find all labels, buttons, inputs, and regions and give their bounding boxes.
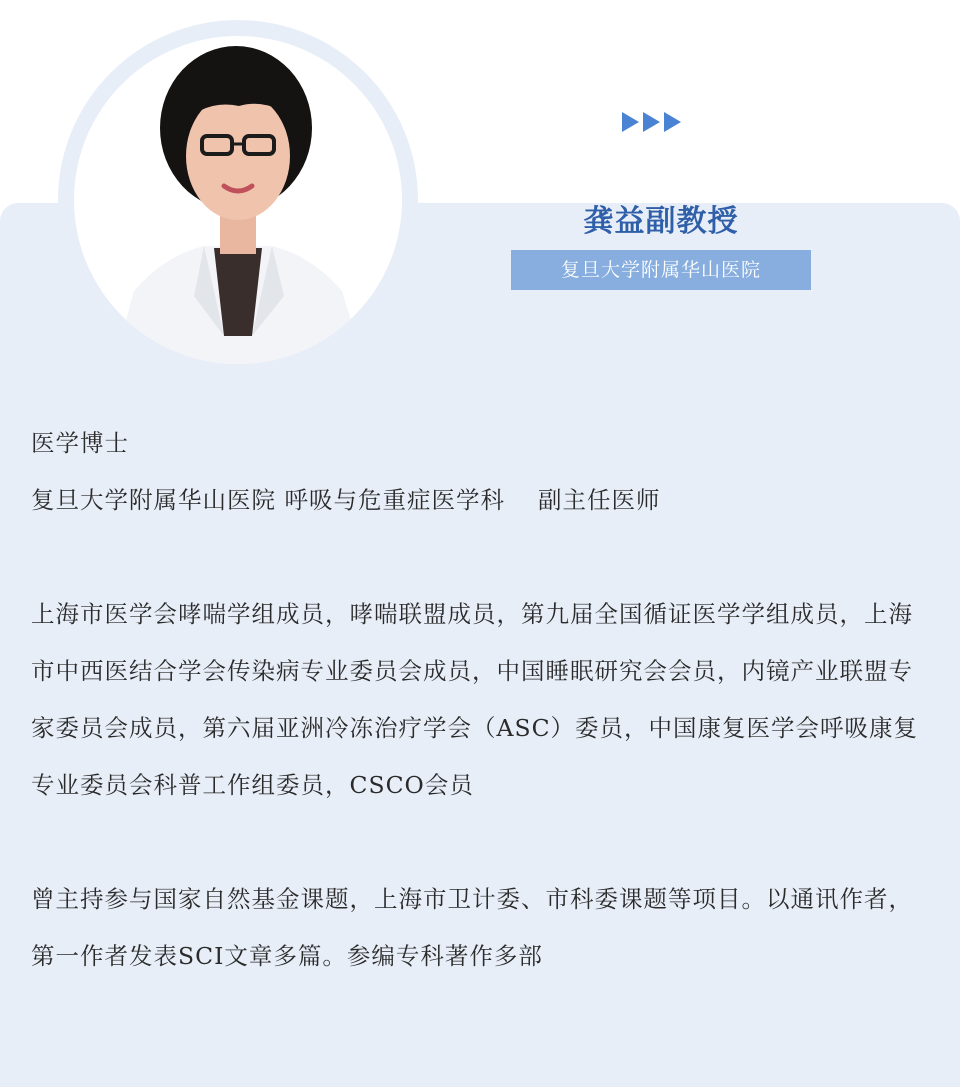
hospital-badge: 复旦大学附属华山医院 <box>511 250 811 290</box>
degree-text: 医学博士 <box>31 429 129 457</box>
avatar <box>74 36 402 364</box>
research-text: 曾主持参与国家自然基金课题，上海市卫计委、市科委课题等项目。以通讯作者，第一作者发表SCI文章多篇。参编专科著作多部 <box>31 885 913 970</box>
play-arrow-icon <box>622 112 639 132</box>
bio-content <box>31 415 936 985</box>
play-arrow-icon <box>664 112 681 132</box>
play-arrow-icon <box>643 112 660 132</box>
doctor-name: 龚益副教授 <box>583 204 739 239</box>
memberships-text: 上海市医学会哮喘学组成员，哮喘联盟成员，第九届全国循证医学学组成员，上海市中西医结合学会传染病专业委员会成员，中国睡眠研究会会员，内镜产业联盟专家委员会成员，第六届亚洲冷冻治疗学会（ASC）委员，中国康复医学会呼吸康复专业委员会科普工作组委员，CSCO会员 <box>31 600 919 799</box>
doctor-portrait <box>74 36 402 364</box>
decorative-arrows <box>622 112 681 132</box>
position-text: 复旦大学附属华山医院 呼吸与危重症医学科 副主任医师 <box>31 486 661 514</box>
